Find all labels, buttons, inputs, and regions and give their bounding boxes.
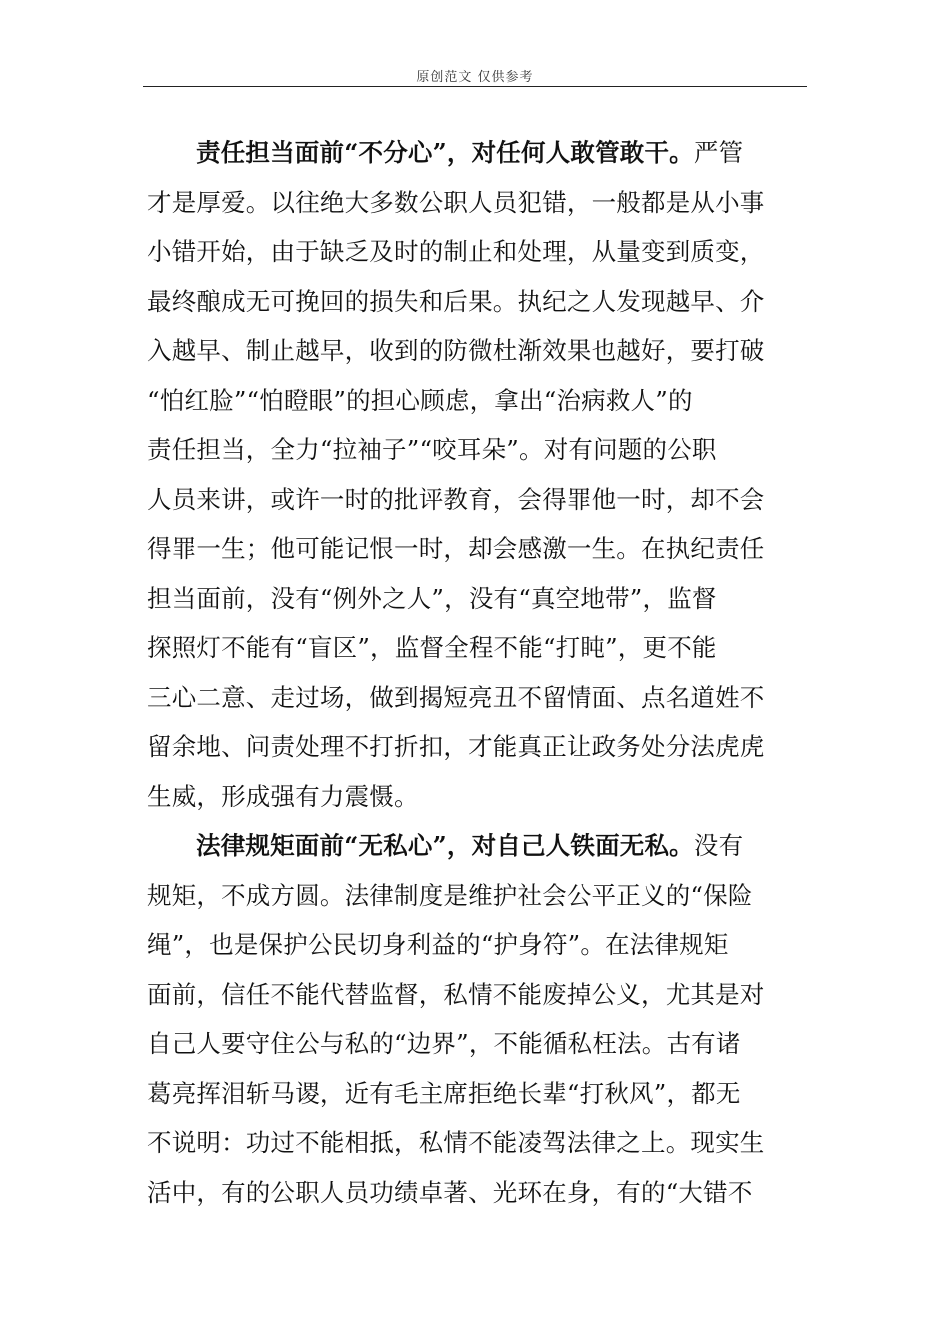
paragraph-2-line: 绳”，也是保护公民切身利益的“护身符”。在法律规矩 xyxy=(147,930,729,959)
paragraph-1-line: 担当面前，没有“例外之人”，没有“真空地带”，监督 xyxy=(147,583,717,613)
paragraph-2-line: 活中，有的公职人员功绩卓著、光环在身，有的“大错不 xyxy=(147,1177,753,1207)
header-text: 原创范文 仅供参考 xyxy=(416,70,534,85)
paragraph-1-text: 严管 xyxy=(693,138,744,167)
paragraph-1-line: 入越早、制止越早，收到的防微杜渐效果也越好，要打破 xyxy=(147,336,765,365)
paragraph-2-line: 面前，信任不能代替监督，私情不能废掉公义，尤其是对 xyxy=(147,979,765,1009)
paragraph-1-line: 留余地、问责处理不打折扣，才能真正让政务处分法虎虎 xyxy=(147,732,765,761)
paragraph-2-heading: 法律规矩面前“无私心”，对自己人铁面无私。 xyxy=(196,831,694,860)
paragraph-2-line: 自己人要守住公与私的“边界”，不能循私枉法。古有诸 xyxy=(147,1029,741,1058)
paragraph-1-line: 责任担当，全力“拉袖子”“咬耳朵”。对有问题的公职 xyxy=(147,435,717,464)
paragraph-1-line: 三心二意、走过场，做到揭短亮丑不留情面、点名道姓不 xyxy=(147,682,765,712)
paragraph-1-line: 才是厚爱。以往绝大多数公职人员犯错，一般都是从小事 xyxy=(147,187,765,217)
paragraph-1-line: 生威，形成强有力震慑。 xyxy=(147,781,419,811)
paragraph-2-line: 葛亮挥泪斩马谡，近有毛主席拒绝长辈“打秋风”，都无 xyxy=(147,1078,741,1108)
paragraph-2-line: 规矩，不成方圆。法律制度是维护社会公平正义的“保险 xyxy=(147,880,753,910)
paragraph-1-line-1 xyxy=(147,128,787,178)
paragraph-1-line: “怕红脸”“怕瞪眼”的担心顾虑，拿出“治病救人”的 xyxy=(147,385,693,415)
paragraph-2-line: 不说明：功过不能相抵，私情不能凌驾法律之上。现实生 xyxy=(147,1128,765,1157)
paragraph-1-line: 探照灯不能有“盲区”，监督全程不能“打盹”，更不能 xyxy=(147,633,717,662)
paragraph-1-line: 小错开始，由于缺乏及时的制止和处理，从量变到质变， xyxy=(147,237,765,266)
document-body xyxy=(147,128,787,1217)
paragraph-1-line: 最终酿成无可挽回的损失和后果。执纪之人发现越早、介 xyxy=(147,286,765,316)
paragraph-1-line: 得罪一生；他可能记恨一时，却会感激一生。在执纪责任 xyxy=(147,534,765,563)
paragraph-2-text: 没有 xyxy=(693,831,744,860)
page-header xyxy=(143,66,807,87)
paragraph-2-line-1 xyxy=(147,821,787,871)
paragraph-1-line: 人员来讲，或许一时的批评教育，会得罪他一时，却不会 xyxy=(147,484,765,514)
paragraph-1-heading: 责任担当面前“不分心”，对任何人敢管敢干。 xyxy=(196,138,694,167)
